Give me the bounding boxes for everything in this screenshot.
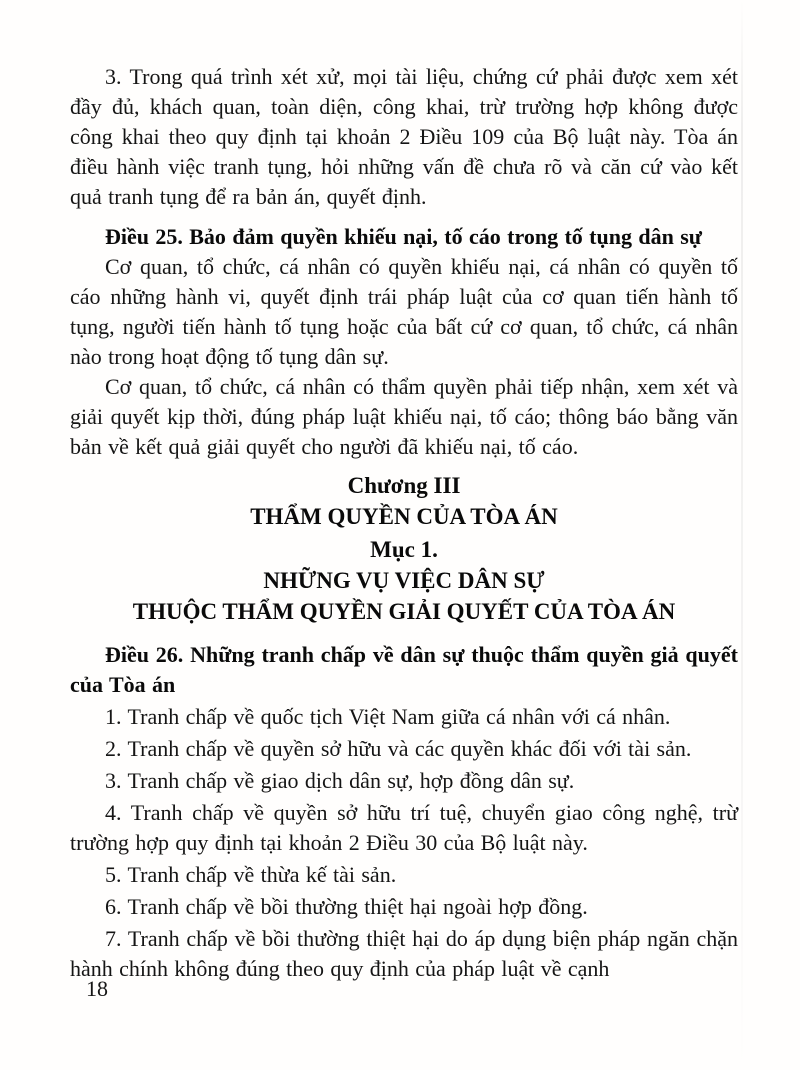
text-column (70, 62, 738, 984)
article-25-paragraph-1: Cơ quan, tổ chức, cá nhân có quyền khiếu nại, cá nhân có quyền tố cáo những hành vi, quyết định trái pháp luật của cơ quan tiến hành tố tụng, người tiến hành tố tụng hoặc của bất cứ cơ quan, tổ chức, cá nhân nào trong hoạt động tố tụng dân sự. (70, 254, 738, 369)
article-26-item-3: 3. Tranh chấp về giao dịch dân sự, hợp đồng dân sự. (105, 768, 575, 793)
page-number: 18 (86, 976, 108, 1001)
article-26-item-6: 6. Tranh chấp về bồi thường thiệt hại ngoài hợp đồng. (105, 894, 588, 919)
article-25-paragraph-2: Cơ quan, tổ chức, cá nhân có thẩm quyền phải tiếp nhận, xem xét và giải quyết kịp thời, đúng pháp luật khiếu nại, tố cáo; thông báo bằng văn bản về kết quả giải quyết cho người đã khiếu nại, tố cáo. (70, 374, 738, 459)
section-label: Mục 1. (370, 537, 438, 562)
intro-paragraph: 3. Trong quá trình xét xử, mọi tài liệu, chứng cứ phải được xem xét đầy đủ, khách quan, toàn diện, công khai, trừ trường hợp không được công khai theo quy định tại khoản 2 Điều 109 của Bộ luật này. Tòa án điều hành việc tranh tụng, hỏi những vấn đề chưa rõ và căn cứ vào kết quả tranh tụng để ra bản án, quyết định. (70, 64, 738, 209)
section-title-line2: THUỘC THẨM QUYỀN GIẢI QUYẾT CỦA TÒA ÁN (132, 599, 676, 624)
article-26-item-7: 7. Tranh chấp về bồi thường thiệt hại do áp dụng biện pháp ngăn chặn hành chính không đúng theo quy định của pháp luật về cạnh (70, 926, 738, 981)
article-26-heading: Điều 26. Những tranh chấp về dân sự thuộc thẩm quyền giả quyết của Tòa án (70, 642, 738, 697)
chapter-title: THẨM QUYỀN CỦA TÒA ÁN (250, 504, 558, 529)
scan-edge-shadow (741, 0, 743, 1070)
article-26-item-4: 4. Tranh chấp về quyền sở hữu trí tuệ, chuyển giao công nghệ, trừ trường hợp quy định tại khoản 2 Điều 30 của Bộ luật này. (70, 800, 738, 855)
section-title-line1: NHỮNG VỤ VIỆC DÂN SỰ (263, 568, 545, 593)
article-26-item-5: 5. Tranh chấp về thừa kế tài sản. (105, 862, 397, 887)
chapter-heading-block (70, 470, 738, 627)
article-26-item-1: 1. Tranh chấp về quốc tịch Việt Nam giữa cá nhân với cá nhân. (105, 704, 671, 729)
chapter-label: Chương III (347, 473, 461, 498)
article-26-item-2: 2. Tranh chấp về quyền sở hữu và các quyền khác đối với tài sản. (105, 736, 692, 761)
article-25-heading: Điều 25. Bảo đảm quyền khiếu nại, tố cáo trong tố tụng dân sự (105, 224, 702, 249)
